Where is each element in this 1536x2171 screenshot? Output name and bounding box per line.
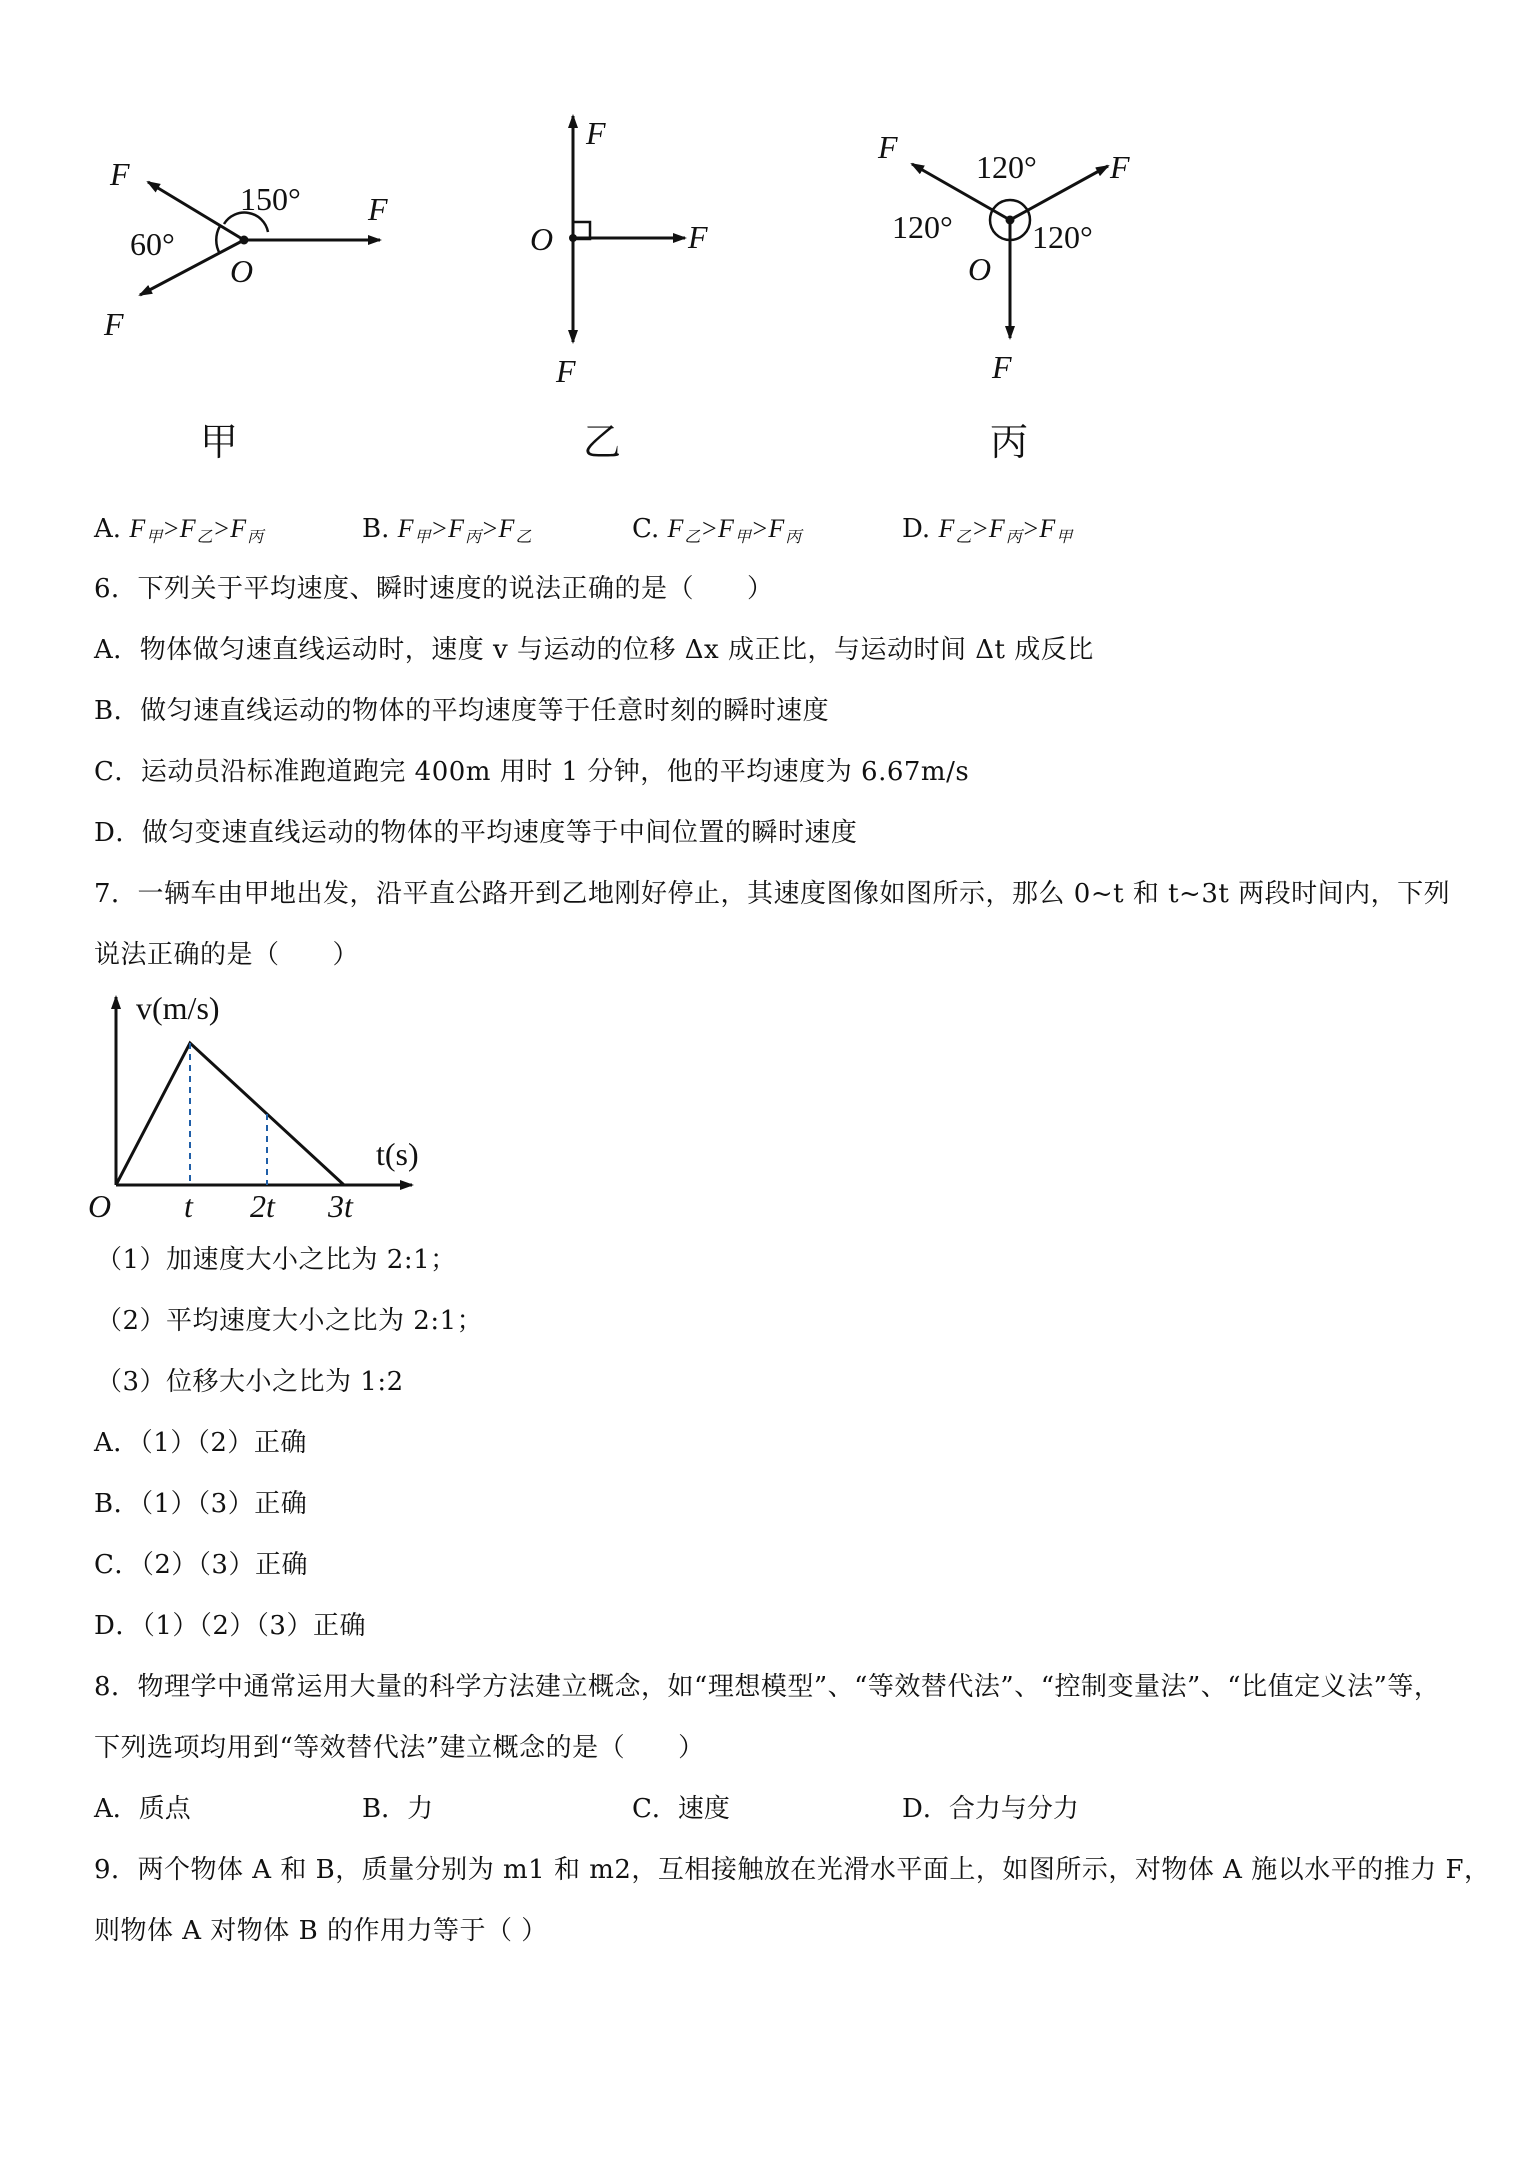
q7-stem: 说法正确的是（ ） bbox=[94, 940, 360, 970]
q6-option-d: D．做匀变速直线运动的物体的平均速度等于中间位置的瞬时速度 bbox=[94, 818, 858, 848]
figure-label-bing: 丙 bbox=[990, 420, 1029, 464]
force-label: F bbox=[1110, 149, 1130, 185]
q6-stem: 6．下列关于平均速度、瞬时速度的说法正确的是（ ） bbox=[94, 574, 774, 604]
q7-statement: （3）位移大小之比为 1:2 bbox=[96, 1367, 404, 1397]
force-label: F bbox=[104, 306, 124, 342]
q7-statement: （1）加速度大小之比为 2:1； bbox=[96, 1245, 457, 1275]
q5-option-a: A. $F_甲>F_乙>F_丙$ bbox=[94, 514, 264, 546]
q7-option-c: C．（2）（3）正确 bbox=[94, 1550, 308, 1580]
x-axis-label: t(s) bbox=[376, 1136, 419, 1172]
q5-option-b: B. $F_甲>F_丙>F_乙$ bbox=[362, 514, 532, 546]
angle-label: 60° bbox=[130, 226, 175, 262]
origin-label: O bbox=[530, 221, 554, 257]
q6-option-a: A．物体做匀速直线运动时，速度 v 与运动的位移 Δx 成正比，与运动时间 Δt 成反比 bbox=[94, 635, 1094, 665]
origin-label: O bbox=[968, 251, 992, 287]
q8-stem: 下列选项均用到“等效替代法”建立概念的是（ ） bbox=[94, 1733, 705, 1763]
force-label: F bbox=[878, 129, 898, 165]
y-axis-label: v(m/s) bbox=[136, 990, 220, 1026]
q6-option-b: B．做匀速直线运动的物体的平均速度等于任意时刻的瞬时速度 bbox=[94, 696, 830, 726]
q7-statement: （2）平均速度大小之比为 2:1； bbox=[96, 1306, 484, 1336]
q7-option-d: D．（1）（2）（3）正确 bbox=[94, 1611, 366, 1641]
angle-label: 120° bbox=[976, 149, 1037, 185]
q8-option-b: B．力 bbox=[362, 1794, 434, 1824]
q9-stem: 9．两个物体 A 和 B，质量分别为 m1 和 m2，互相接触放在光滑水平面上，如图所示，对物体 A 施以水平的推力 F， bbox=[94, 1855, 1491, 1885]
force-label: F bbox=[110, 156, 130, 192]
q7-stem: 7．一辆车由甲地出发，沿平直公路开到乙地刚好停止，其速度图像如图所示，那么 0~t 和 t~3t 两段时间内，下列 bbox=[94, 879, 1451, 909]
force-label: F bbox=[556, 353, 576, 389]
angle-label: 150° bbox=[240, 181, 301, 217]
tick-label: 2t bbox=[250, 1188, 275, 1224]
angle-label: 120° bbox=[1032, 219, 1093, 255]
q6-option-c: C．运动员沿标准跑道跑完 400m 用时 1 分钟，他的平均速度为 6.67m/s bbox=[94, 757, 970, 787]
figure-label-jia: 甲 bbox=[200, 420, 239, 464]
q8-option-c: C．速度 bbox=[632, 1794, 730, 1824]
angle-label: 120° bbox=[892, 209, 953, 245]
tick-label: t bbox=[184, 1188, 193, 1224]
q7-option-b: B．（1）（3）正确 bbox=[94, 1489, 308, 1519]
q8-option-d: D．合力与分力 bbox=[902, 1794, 1079, 1824]
q9-stem: 则物体 A 对物体 B 的作用力等于（ ） bbox=[94, 1916, 548, 1946]
q5-option-c: C. $F_乙>F_甲>F_丙$ bbox=[632, 514, 802, 546]
force-label: F bbox=[586, 115, 606, 151]
q5-option-d: D. $F_乙>F_丙>F_甲$ bbox=[902, 514, 1073, 546]
q8-option-a: A．质点 bbox=[94, 1794, 191, 1824]
figure-jia bbox=[90, 140, 410, 360]
q7-velocity-graph bbox=[80, 985, 440, 1225]
force-label: F bbox=[368, 191, 388, 227]
figure-label-yi: 乙 bbox=[583, 420, 622, 464]
origin-label: O bbox=[88, 1188, 112, 1224]
force-label: F bbox=[688, 219, 708, 255]
q8-stem: 8．物理学中通常运用大量的科学方法建立概念，如“理想模型”、“等效替代法”、“控制变量法”、“比值定义法”等， bbox=[94, 1672, 1441, 1702]
q7-option-a: A．（1）（2）正确 bbox=[94, 1428, 307, 1458]
figure-bing bbox=[860, 120, 1180, 400]
velocity-line bbox=[116, 1043, 344, 1185]
tick-label: 3t bbox=[328, 1188, 353, 1224]
figure-yi bbox=[520, 110, 740, 410]
force-label: F bbox=[992, 349, 1012, 385]
origin-label: O bbox=[230, 253, 254, 289]
